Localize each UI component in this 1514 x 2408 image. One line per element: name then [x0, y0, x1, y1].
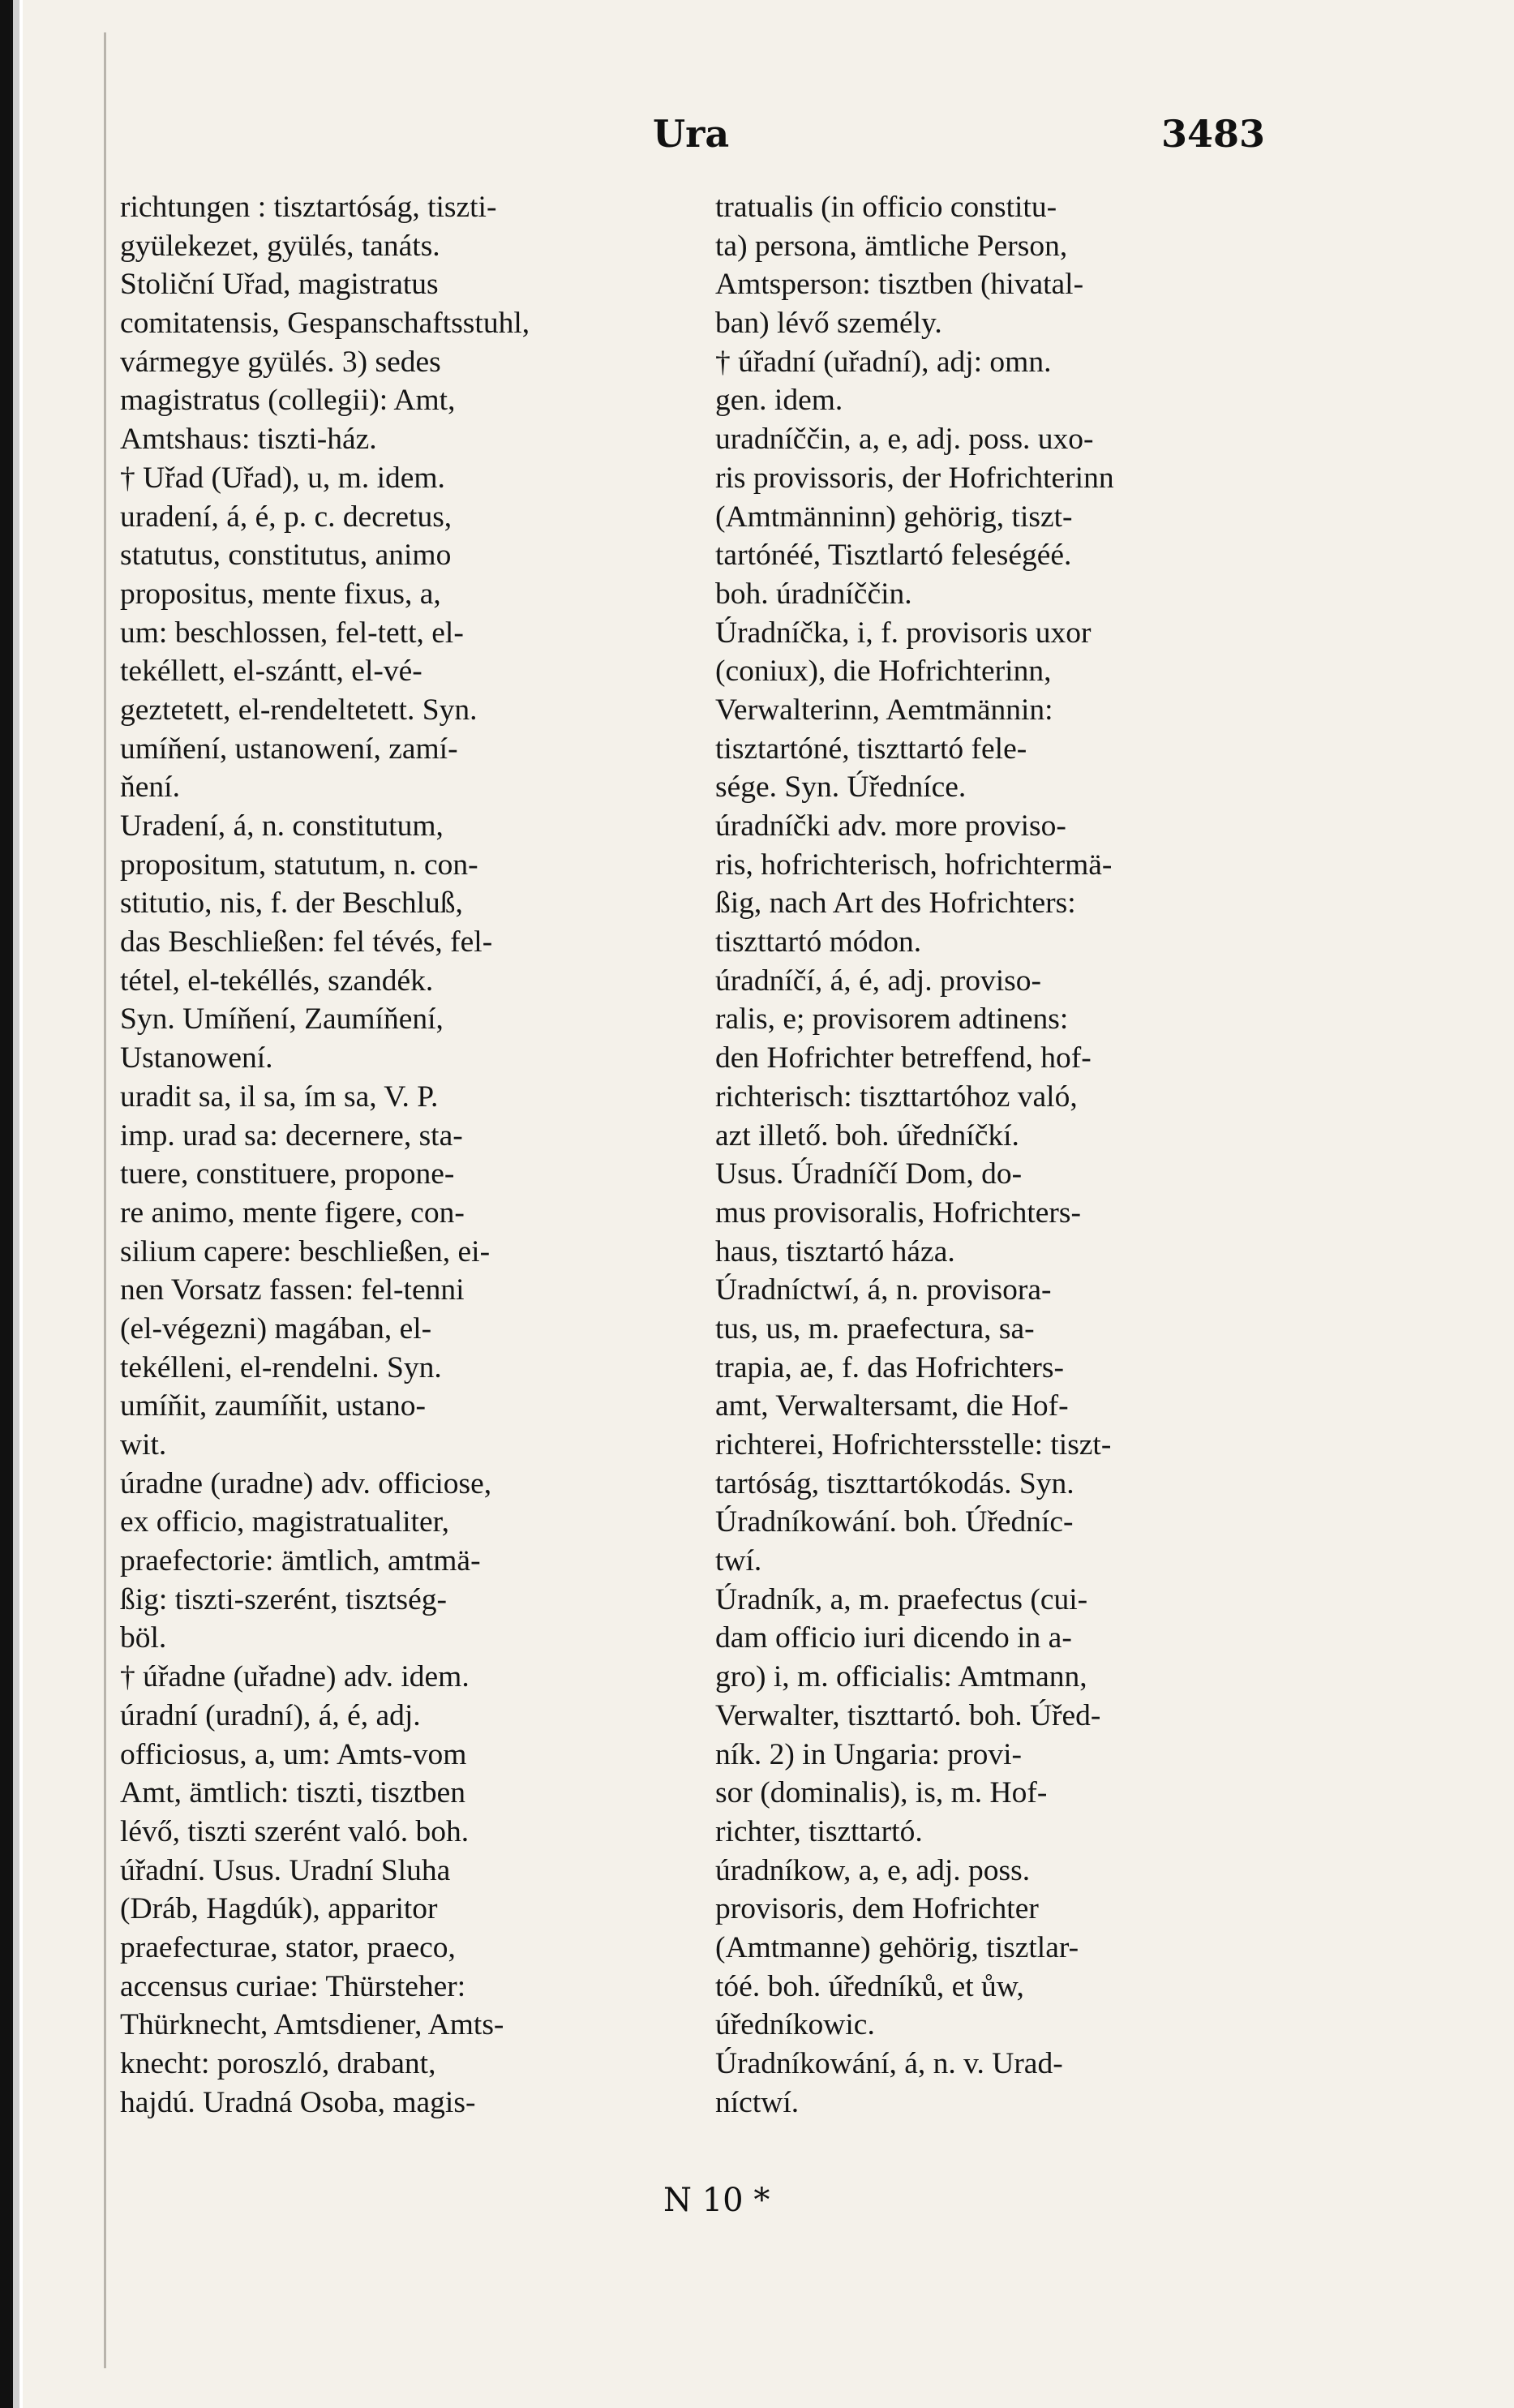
scan-border — [0, 0, 13, 2408]
text-line: ta) persona, ämtliche Person, — [715, 229, 1068, 263]
text-line: stitutio, nis, f. der Beschluß, — [120, 886, 463, 921]
text-line: lévő, tiszti szerént való. boh. — [120, 1814, 470, 1848]
text-line: úradníčí, á, é, adj. proviso- — [715, 964, 1041, 998]
text-line: Usus. Úradníčí Dom, do- — [715, 1157, 1023, 1191]
text-line: praefectorie: ämtlich, amtmä- — [120, 1544, 481, 1578]
text-line: amt, Verwaltersamt, die Hof- — [715, 1389, 1069, 1423]
text-line: Verwalter, tiszttartó. boh. Úřed- — [715, 1698, 1101, 1732]
text-line: úradníkow, a, e, adj. poss. — [715, 1853, 1031, 1887]
text-line: uradit sa, il sa, ím sa, V. P. — [120, 1080, 439, 1114]
text-line: Uradení, á, n. constitutum, — [120, 809, 444, 843]
text-line: tus, us, m. praefectura, sa- — [715, 1311, 1035, 1346]
text-line: ralis, e; provisorem adtinens: — [715, 1002, 1069, 1037]
text-line: † úřadne (uřadne) adv. idem. — [120, 1660, 470, 1694]
text-line: vármegye gyülés. 3) sedes — [120, 345, 441, 379]
text-line: tekéllett, el-szántt, el-vé- — [120, 655, 422, 689]
text-line: gro) i, m. officialis: Amtmann, — [715, 1660, 1087, 1694]
text-line: Úradník, a, m. praefectus (cui- — [715, 1582, 1088, 1616]
right-column — [715, 188, 1299, 2122]
text-line: (el-végezni) magában, el- — [120, 1311, 432, 1346]
text-line: ris provissoris, der Hofrichterinn — [715, 461, 1114, 495]
page-number: 3483 — [1161, 112, 1266, 156]
text-line: uradení, á, é, p. c. decretus, — [120, 500, 452, 534]
text-line: um: beschlossen, fel-tett, el- — [120, 616, 464, 650]
text-line: † Uřad (Uřad), u, m. idem. — [120, 461, 445, 495]
text-line: richterei, Hofrichtersstelle: tiszt- — [715, 1428, 1112, 1462]
text-line: statutus, constitutus, animo — [120, 539, 452, 573]
text-line: úradníčki adv. more proviso- — [715, 809, 1066, 843]
text-line: knecht: poroszló, drabant, — [120, 2047, 436, 2080]
text-line: ňení. — [120, 770, 180, 805]
text-line: umíňení, ustanowení, zamí- — [120, 732, 458, 766]
text-line: tuere, constituere, propone- — [120, 1157, 455, 1191]
text-line: tiszttartó módon. — [715, 925, 922, 959]
text-line: (coniux), die Hofrichterinn, — [715, 655, 1052, 689]
scan-border-shadow — [13, 0, 19, 2408]
text-line: azt illető. boh. úředníčkí. — [715, 1118, 1019, 1152]
text-line: tratualis (in officio constitu- — [715, 191, 1057, 224]
text-line: das Beschließen: fel tévés, fel- — [120, 925, 493, 959]
text-line: praefecturae, stator, praeco, — [120, 1930, 456, 1964]
printer-signature: N 10 * — [663, 2182, 770, 2219]
text-line: propositus, mente fixus, a, — [120, 577, 441, 611]
text-line: Úradníčka, i, f. provisoris uxor — [715, 616, 1092, 650]
text-line: Úradníctwí, á, n. provisora- — [715, 1273, 1052, 1307]
text-line: provisoris, dem Hofrichter — [715, 1892, 1039, 1926]
text-line: accensus curiae: Thürsteher: — [120, 1969, 466, 2003]
text-line: (Dráb, Hagdúk), apparitor — [120, 1892, 438, 1926]
text-line: Úradníkowání. boh. Úředníc- — [715, 1505, 1074, 1539]
text-line: níctwí. — [715, 2085, 800, 2119]
text-line: wit. — [120, 1428, 167, 1462]
text-line: ník. 2) in Ungaria: provi- — [715, 1737, 1023, 1771]
text-line: gen. idem. — [715, 384, 843, 418]
text-line: úřadní. Usus. Uradní Sluha — [120, 1853, 451, 1887]
text-line: böl. — [120, 1621, 167, 1655]
text-line: tartónéé, Tisztlartó feleségéé. — [715, 539, 1072, 573]
text-line: tóé. boh. úředníků, et ůw, — [715, 1969, 1024, 2003]
spine-line — [104, 32, 106, 2368]
text-line: hajdú. Uradná Osoba, magis- — [120, 2085, 476, 2119]
text-line: magistratus (collegii): Amt, — [120, 384, 456, 418]
text-line: ßig: tiszti-szerént, tisztség- — [120, 1582, 448, 1616]
text-line: Amtshaus: tiszti-ház. — [120, 423, 377, 457]
text-line: dam officio iuri dicendo in a- — [715, 1621, 1072, 1655]
text-line: Verwalterinn, Aemtmännin: — [715, 693, 1053, 727]
text-line: umíňit, zaumíňit, ustano- — [120, 1389, 427, 1423]
text-line: richterisch: tiszttartóhoz való, — [715, 1080, 1078, 1114]
text-line: gyülekezet, gyülés, tanáts. — [120, 229, 440, 263]
text-line: richtungen : tisztartóság, tiszti- — [120, 191, 497, 224]
text-line: silium capere: beschließen, ei- — [120, 1234, 491, 1268]
text-line: sége. Syn. Úředníce. — [715, 770, 967, 805]
text-line: trapia, ae, f. das Hofrichters- — [715, 1350, 1065, 1384]
text-line: (Amtmanne) gehörig, tisztlar- — [715, 1930, 1079, 1964]
left-column — [120, 188, 704, 2122]
text-line: officiosus, a, um: Amts-vom — [120, 1737, 467, 1771]
text-line: † úřadní (uřadní), adj: omn. — [715, 345, 1052, 379]
text-line: ßig, nach Art des Hofrichters: — [715, 886, 1076, 921]
text-line: propositum, statutum, n. con- — [120, 848, 478, 882]
text-line: twí. — [715, 1544, 762, 1578]
text-line: boh. úradníččin. — [715, 577, 912, 611]
running-header: Ura — [653, 112, 730, 156]
text-line: tekélleni, el-rendelni. Syn. — [120, 1350, 442, 1384]
text-line: Ustanowení. — [120, 1041, 273, 1075]
text-line: tartóság, tiszttartókodás. Syn. — [715, 1466, 1074, 1500]
text-line: sor (dominalis), is, m. Hof- — [715, 1776, 1048, 1810]
text-line: (Amtmänninn) gehörig, tiszt- — [715, 500, 1073, 534]
text-line: úradne (uradne) adv. officiose, — [120, 1466, 492, 1500]
text-line: úradní (uradní), á, é, adj. — [120, 1698, 421, 1732]
text-line: den Hofrichter betreffend, hof- — [715, 1041, 1092, 1075]
text-line: haus, tisztartó háza. — [715, 1234, 955, 1268]
text-line: richter, tiszttartó. — [715, 1814, 923, 1848]
text-line: úředníkowic. — [715, 2008, 875, 2042]
text-line: Úradníkowání, á, n. v. Urad- — [715, 2047, 1063, 2080]
text-line: ris, hofrichterisch, hofrichtermä- — [715, 848, 1113, 882]
text-line: ex officio, magistratualiter, — [120, 1505, 449, 1539]
text-line: tétel, el-tekéllés, szandék. — [120, 964, 434, 998]
text-line: Thürknecht, Amtsdiener, Amts- — [120, 2008, 504, 2042]
text-line: imp. urad sa: decernere, sta- — [120, 1118, 463, 1152]
text-line: uradníččin, a, e, adj. poss. uxo- — [715, 423, 1094, 457]
text-line: ban) lévő személy. — [715, 307, 942, 341]
text-line: tisztartóné, tiszttartó fele- — [715, 732, 1027, 766]
text-line: mus provisoralis, Hofrichters- — [715, 1195, 1081, 1230]
text-line: Syn. Umíňení, Zaumíňení, — [120, 1002, 444, 1037]
text-line: re animo, mente figere, con- — [120, 1195, 465, 1230]
text-line: geztetett, el-rendeltetett. Syn. — [120, 693, 478, 727]
text-line: nen Vorsatz fassen: fel-tenni — [120, 1273, 465, 1307]
text-line: comitatensis, Gespanschaftsstuhl, — [120, 307, 530, 341]
text-line: Stoliční Uřad, magistratus — [120, 268, 439, 302]
text-line: Amt, ämtlich: tiszti, tisztben — [120, 1776, 465, 1810]
text-line: Amtsperson: tisztben (hivatal- — [715, 268, 1084, 302]
